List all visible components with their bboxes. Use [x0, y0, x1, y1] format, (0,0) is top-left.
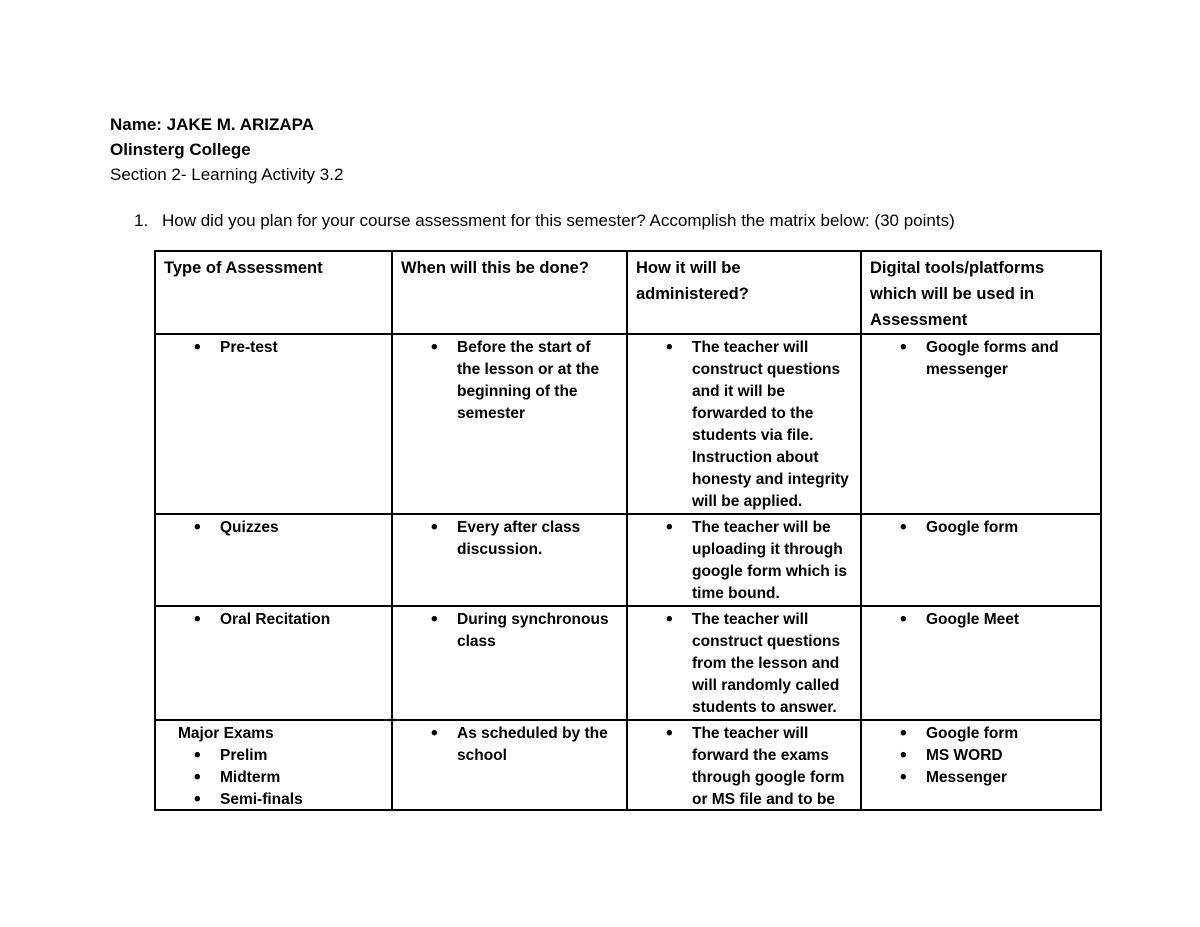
- list-item: • Google form: [870, 723, 1092, 745]
- list-item: • The teacher will be uploading it through google form which is time bound.: [636, 517, 852, 605]
- list-item: • Quizzes: [164, 517, 383, 539]
- table-row: [155, 514, 1101, 606]
- list-item: • Google Meet: [870, 609, 1092, 631]
- col-header-when: When will this be done?: [392, 251, 627, 334]
- student-name: Name: JAKE M. ARIZAPA: [110, 115, 315, 134]
- cell-how: [627, 720, 861, 810]
- cell-when: [392, 334, 627, 514]
- cell-content: [401, 723, 618, 767]
- col-header-how: How it will be administered?: [627, 251, 861, 334]
- col-header-type: Type of Assessment: [155, 251, 392, 334]
- question-number: 1.: [134, 211, 149, 230]
- cell-when: [392, 606, 627, 720]
- section-title: Section 2- Learning Activity 3.2: [110, 165, 344, 184]
- cell-how: [627, 334, 861, 514]
- list-item: • Midterm: [164, 767, 383, 789]
- list-item: • Google form: [870, 517, 1092, 539]
- col-header-tools: Digital tools/platforms which will be used in Assessment: [861, 251, 1101, 334]
- list-item: • Oral Recitation: [164, 609, 383, 631]
- cell-tools: [861, 334, 1101, 514]
- cell-how: [627, 514, 861, 606]
- list-item: • Prelim: [164, 745, 383, 767]
- cell-how: [627, 606, 861, 720]
- list-item: • The teacher will construct questions from the lesson and will randomly called students to answer.: [636, 609, 852, 719]
- list-item: • MS WORD: [870, 745, 1092, 767]
- table-row: [155, 334, 1101, 514]
- list-item: • Google forms and messenger: [870, 337, 1092, 381]
- cell-type: [155, 334, 392, 514]
- table-row: [155, 606, 1101, 720]
- question-1: [134, 209, 955, 233]
- cell-content: [636, 723, 852, 809]
- cell-when: [392, 514, 627, 606]
- list-item: • During synchronous class: [401, 609, 618, 653]
- assessment-matrix: [154, 250, 1102, 811]
- list-item: • Before the start of the lesson or at the beginning of the semester: [401, 337, 618, 425]
- list-item: • Semi-finals: [164, 789, 383, 809]
- list-item: • As scheduled by the school: [401, 723, 618, 767]
- cell-tools: [861, 720, 1101, 810]
- list-item: • Every after class discussion.: [401, 517, 618, 561]
- cell-type: [155, 606, 392, 720]
- cell-content: [870, 723, 1092, 789]
- cell-content: [164, 723, 383, 809]
- matrix-header-row: [155, 251, 1101, 334]
- cell-type: [155, 514, 392, 606]
- cell-when: [392, 720, 627, 810]
- cell-tools: [861, 514, 1101, 606]
- table-row: [155, 720, 1101, 810]
- college-name: Olinsterg College: [110, 140, 251, 159]
- list-item: • Messenger: [870, 767, 1092, 789]
- list-item: • Pre-test: [164, 337, 383, 359]
- list-item: • The teacher will forward the exams through google form or MS file and to be: [636, 723, 852, 809]
- major-exams-heading: Major Exams: [178, 725, 274, 742]
- list-item: • The teacher will construct questions and it will be forwarded to the students via file. Instruction about honesty and integrity will be applied.: [636, 337, 852, 513]
- cell-tools: [861, 606, 1101, 720]
- cell-type: [155, 720, 392, 810]
- question-text: How did you plan for your course assessment for this semester? Accomplish the matrix below: (30 points): [162, 211, 955, 230]
